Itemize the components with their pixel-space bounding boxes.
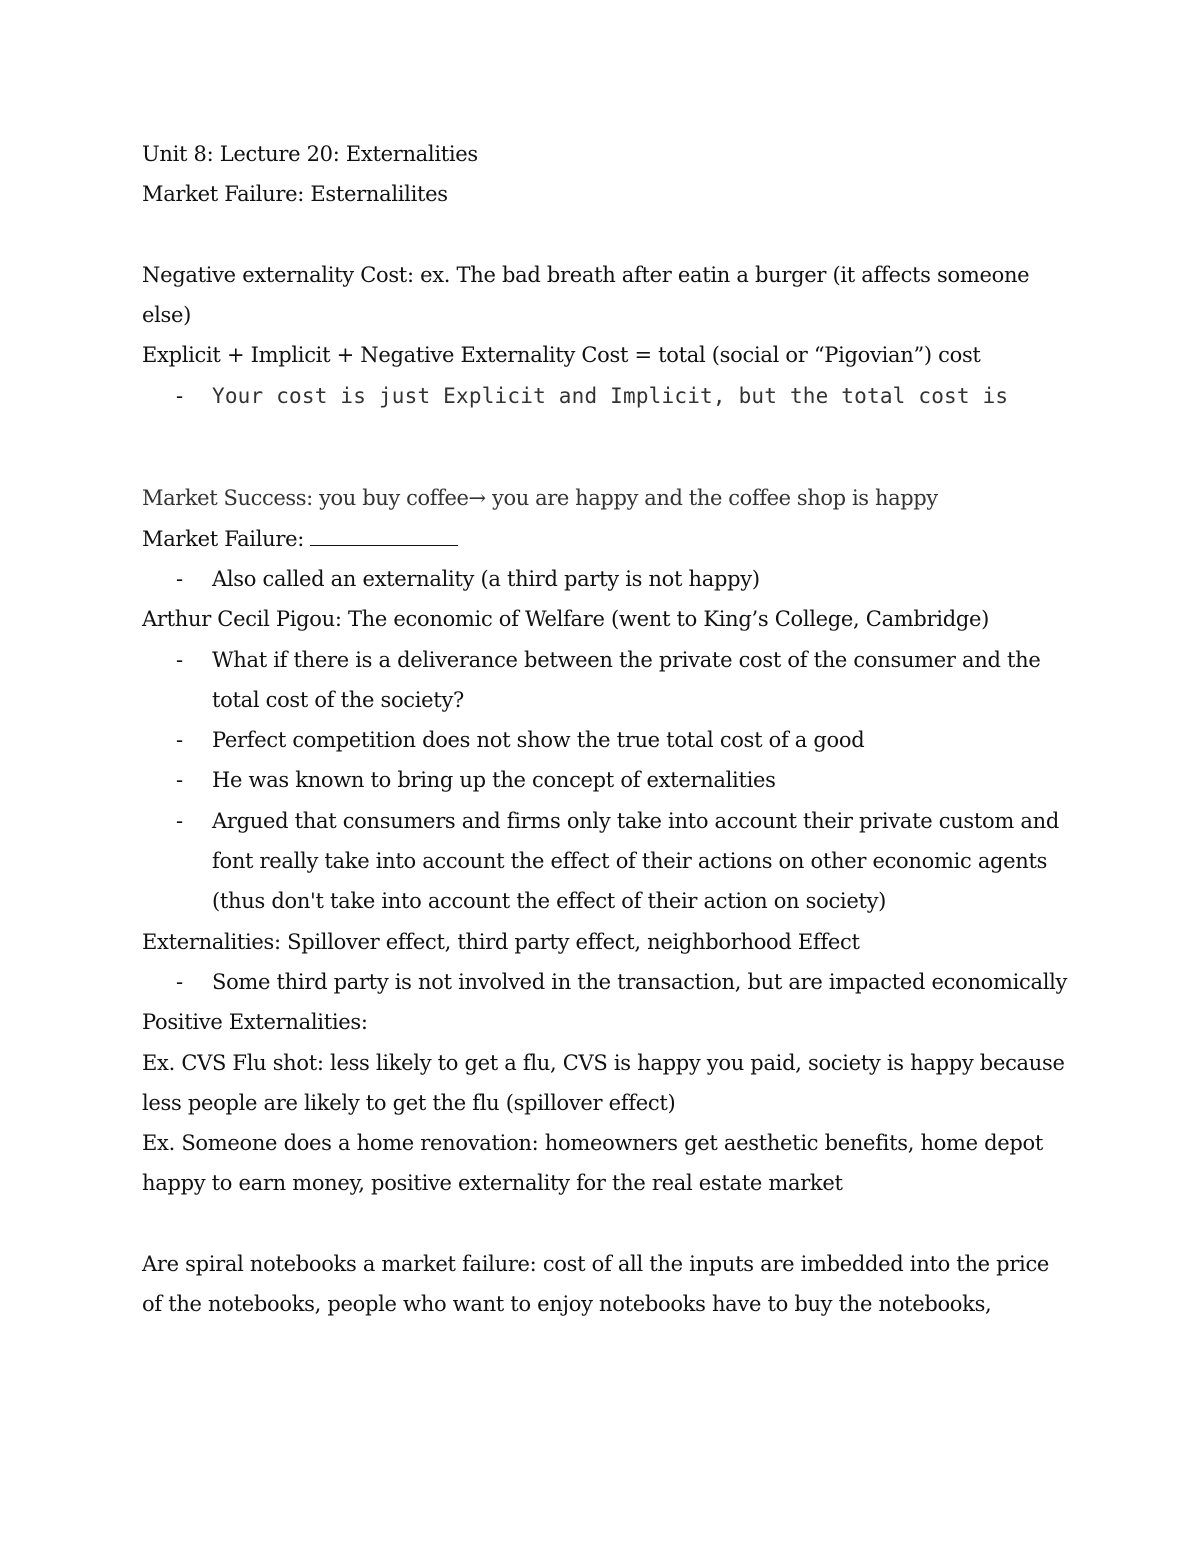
market-failure-line bbox=[142, 519, 1072, 559]
pigou-item-text: Argued that consumers and firms only take into account their private custom and font really take into account the effect of their actions on other economic agents (thus don't take into account the effect of their action on society) bbox=[212, 808, 1059, 914]
blank-line bbox=[142, 416, 1072, 456]
blank-line bbox=[142, 456, 1072, 478]
formula-note-item bbox=[142, 376, 1072, 416]
pigou-item-text: What if there is a deliverance between the private cost of the consumer and the total cost of the society? bbox=[212, 647, 1041, 712]
positive-externalities-label: Positive Externalities: bbox=[142, 1010, 368, 1035]
pigou-item-text: Perfect competition does not show the true total cost of a good bbox=[212, 728, 865, 753]
total-cost-formula: Explicit + Implicit + Negative Externality Cost = total (social or “Pigovian”) cost bbox=[142, 343, 981, 368]
market-success-paragraph: Market Success: you buy coffee→ you are happy and the coffee shop is happy bbox=[142, 486, 938, 511]
bullet-dash: - bbox=[176, 566, 183, 591]
blank-line bbox=[142, 1204, 1072, 1244]
externalities-item-text: Some third party is not involved in the transaction, but are impacted economically bbox=[212, 969, 1068, 994]
lecture-subtitle: Market Failure: Esternalilites bbox=[142, 182, 448, 207]
negative-externality-paragraph: Negative externality Cost: ex. The bad breath after eatin a burger (it affects someone else) bbox=[142, 262, 1030, 328]
externalities-item bbox=[142, 962, 1072, 1002]
bullet-dash: - bbox=[176, 808, 183, 833]
market-failure-item-text: Also called an externality (a third party is not happy) bbox=[212, 566, 760, 591]
pigou-item-text: He was known to bring up the concept of externalities bbox=[212, 768, 776, 793]
externalities-paragraph: Externalities: Spillover effect, third party effect, neighborhood Effect bbox=[142, 929, 860, 954]
pigou-item bbox=[142, 720, 1072, 760]
lecture-title: Unit 8: Lecture 20: Externalities bbox=[142, 142, 478, 166]
pigou-item bbox=[142, 760, 1072, 800]
document-body bbox=[142, 134, 1072, 1325]
bullet-dash: - bbox=[176, 647, 183, 672]
bullet-dash: - bbox=[176, 969, 183, 994]
formula-note-text: Your cost is just Explicit and Implicit, but the total cost is bbox=[212, 383, 1009, 408]
positive-example-renovation: Ex. Someone does a home renovation: homeowners get aesthetic benefits, home depot happy to earn money, positive externality for the real estate market bbox=[142, 1131, 1044, 1196]
notebooks-paragraph: Are spiral notebooks a market failure: cost of all the inputs are imbedded into the price of the notebooks, people who want to enjoy notebooks have to buy the notebooks, bbox=[142, 1252, 1050, 1317]
fill-in-blank bbox=[310, 525, 458, 546]
bullet-dash: - bbox=[176, 768, 183, 793]
pigou-paragraph: Arthur Cecil Pigou: The economic of Welfare (went to King’s College, Cambridge) bbox=[142, 607, 990, 632]
bullet-dash: - bbox=[176, 383, 183, 408]
bullet-dash: - bbox=[176, 728, 183, 753]
pigou-item bbox=[142, 640, 1072, 721]
positive-example-flu-shot: Ex. CVS Flu shot: less likely to get a flu, CVS is happy you paid, society is happy because less people are likely to get the flu (spillover effect) bbox=[142, 1050, 1065, 1115]
market-failure-label: Market Failure: bbox=[142, 526, 304, 551]
pigou-item bbox=[142, 801, 1072, 922]
market-failure-item bbox=[142, 559, 1072, 599]
blank-line bbox=[142, 215, 1072, 255]
